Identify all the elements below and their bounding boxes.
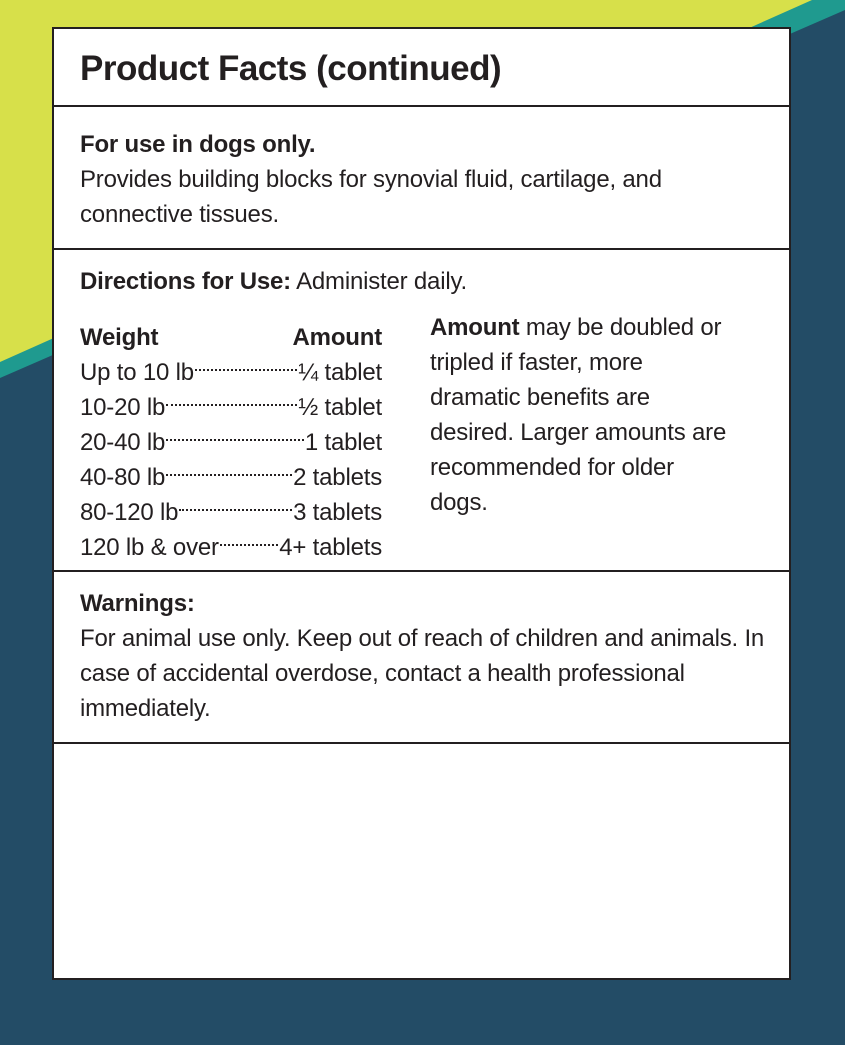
dot-leader (166, 415, 304, 450)
dosage-weight: Up to 10 lb (80, 359, 194, 386)
weight-column-header: Weight (80, 324, 159, 351)
dot-leader (195, 345, 297, 380)
dosage-amount: 1 tablet (304, 429, 382, 456)
amount-note (430, 310, 730, 520)
dosage-weight: 80-120 lb (80, 499, 179, 526)
dosage-weight: 120 lb & over (80, 534, 219, 561)
warnings-section (54, 572, 789, 744)
amount-note-text: may be doubled or tripled if faster, more dramatic benefits are desired. Larger amounts are recommended for older dogs. (430, 314, 727, 516)
directions-section (54, 250, 789, 572)
dosage-table-header (80, 310, 382, 351)
usage-section (54, 107, 789, 250)
warnings-heading: Warnings: (80, 590, 195, 617)
title-section (54, 29, 789, 107)
dosage-table (80, 310, 382, 561)
usage-heading: For use in dogs only. (80, 131, 316, 158)
dot-leader (179, 485, 292, 520)
dosage-amount: 2 tablets (293, 464, 382, 491)
dosage-amount: ½ tablet (298, 394, 382, 421)
dosage-amount: 3 tablets (293, 499, 382, 526)
directions-heading (80, 264, 467, 299)
dot-leader (220, 520, 278, 555)
dosage-weight: 10-20 lb (80, 394, 166, 421)
dosage-weight: 20-40 lb (80, 429, 166, 456)
directions-text: Administer daily. (296, 268, 467, 295)
dot-leader (166, 380, 297, 415)
warnings-body: For animal use only. Keep out of reach of children and animals. In case of accidental overdose, contact a health professional immediately. (80, 625, 765, 722)
amount-note-bold: Amount (430, 314, 520, 341)
product-facts-panel (52, 27, 791, 980)
usage-body: Provides building blocks for synovial fluid, cartilage, and connective tissues. (80, 166, 662, 228)
dosage-amount: ¼ tablet (298, 359, 382, 386)
dosage-weight: 40-80 lb (80, 464, 166, 491)
page-title: Product Facts (continued) (80, 49, 502, 88)
amount-column-header: Amount (292, 324, 382, 351)
dot-leader (166, 450, 292, 485)
directions-label: Directions for Use: (80, 268, 291, 295)
dosage-amount: 4+ tablets (279, 534, 382, 561)
